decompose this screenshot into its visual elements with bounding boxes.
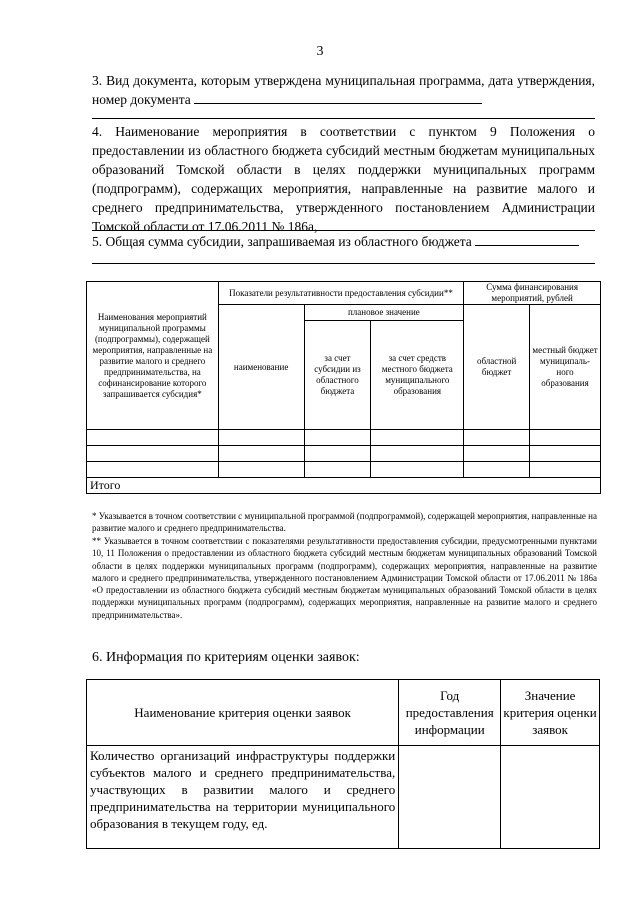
header-year: Год предоставления информации [399, 680, 501, 746]
header-financing: Сумма финансирования мероприятий, рублей [464, 282, 601, 305]
item-3-paragraph [92, 71, 595, 109]
total-row [87, 478, 601, 494]
header-local-budget: местный бюджет муниципаль-ного образования [530, 305, 601, 430]
page-number: 3 [316, 44, 324, 59]
table-row [87, 462, 601, 478]
footnote-1: * Указывается в точном соответствии с муниципальной программой (подпрограммой), содержащей мероприятия, направленные на развитие малого и среднего предпринимательства. [92, 511, 597, 534]
header-criterion: Наименование критерия оценки заявок [87, 680, 399, 746]
item-5-text: 5. Общая сумма субсидии, запрашиваемая из областного бюджета [92, 234, 472, 249]
total-label: Итого [87, 478, 601, 494]
item-4-fill-line [92, 230, 595, 231]
criteria-table [86, 679, 600, 849]
table-row [87, 446, 601, 462]
item-4-text: 4. Наименование мероприятия в соответствии с пунктом 9 Положения о предоставлении из областного бюджета субсидий местным бюджетам муниципальных образований Томской области в целях поддержки муниципальных программ (подпрограмм), содержащих мероприятия, направленные на развитие малого и среднего предпринимательства, утвержденного постановлением Администрации Томской области от 17.06.2011 № 186а, [92, 124, 595, 234]
subsidy-events-table [86, 281, 601, 494]
header-indicators: Показатели результативности предоставления субсидии** [218, 282, 464, 305]
item-5-fill-line [92, 263, 595, 264]
header-regional-budget: областной бюджет [464, 305, 530, 430]
item-3-text: 3. Вид документа, которым утверждена муниципальная программа, дата утверждения, номер документа [92, 73, 595, 107]
criterion-1: Количество организаций инфраструктуры поддержки субъектов малого и среднего предпринимательства, участвующих в развитии малого и среднего предпринимательства на территории муниципального образования в текущем году, ед. [87, 746, 399, 849]
header-indicator-name: наименование [218, 305, 304, 430]
header-planned-value: плановое значение [304, 305, 464, 321]
item-5-blank [475, 245, 579, 246]
item-5-paragraph [92, 232, 595, 251]
header-from-subsidy: за счет субсидии из областного бюджета [304, 321, 371, 430]
item-3-blank [194, 103, 482, 104]
item-3-fill-line [92, 118, 595, 119]
header-event-name: Наименования мероприятий муниципальной программы (подпрограммы), содержащей мероприятия, направленные на развитие малого и среднего предпринимательства, на софинансирование которого запрашивается субсидия* [87, 282, 219, 430]
table-row [87, 430, 601, 446]
criterion-1-year [399, 746, 501, 849]
header-from-local-funds: за счет средств местного бюджета муниципального образования [371, 321, 464, 430]
table-row [87, 746, 600, 849]
footnote-2: ** Указывается в точном соответствии с показателями результативности предоставления субсидии, предусмотренными пунктами 10, 11 Положения о предоставлении из областного бюджета субсидий местным бюджетам муниципальных образований Томской области в целях поддержки муниципальных программ (подпрограмм), содержащих мероприятия, направленные на развитие малого и среднего предпринимательства, утвержденного постановлением Администрации Томской области от 17.06.2011 № 186а «О предоставлении из областного бюджета субсидий местным бюджетам муниципальных образований Томской области в целях поддержки муниципальных программ (подпрограмм), содержащих мероприятия, направленные на развитие малого и среднего предпринимательства». [92, 536, 597, 620]
section-6-title: 6. Информация по критериям оценки заявок: [92, 650, 360, 665]
header-value: Значение критерия оценки заявок [501, 680, 600, 746]
item-4-paragraph [92, 122, 595, 236]
criterion-1-value [501, 746, 600, 849]
